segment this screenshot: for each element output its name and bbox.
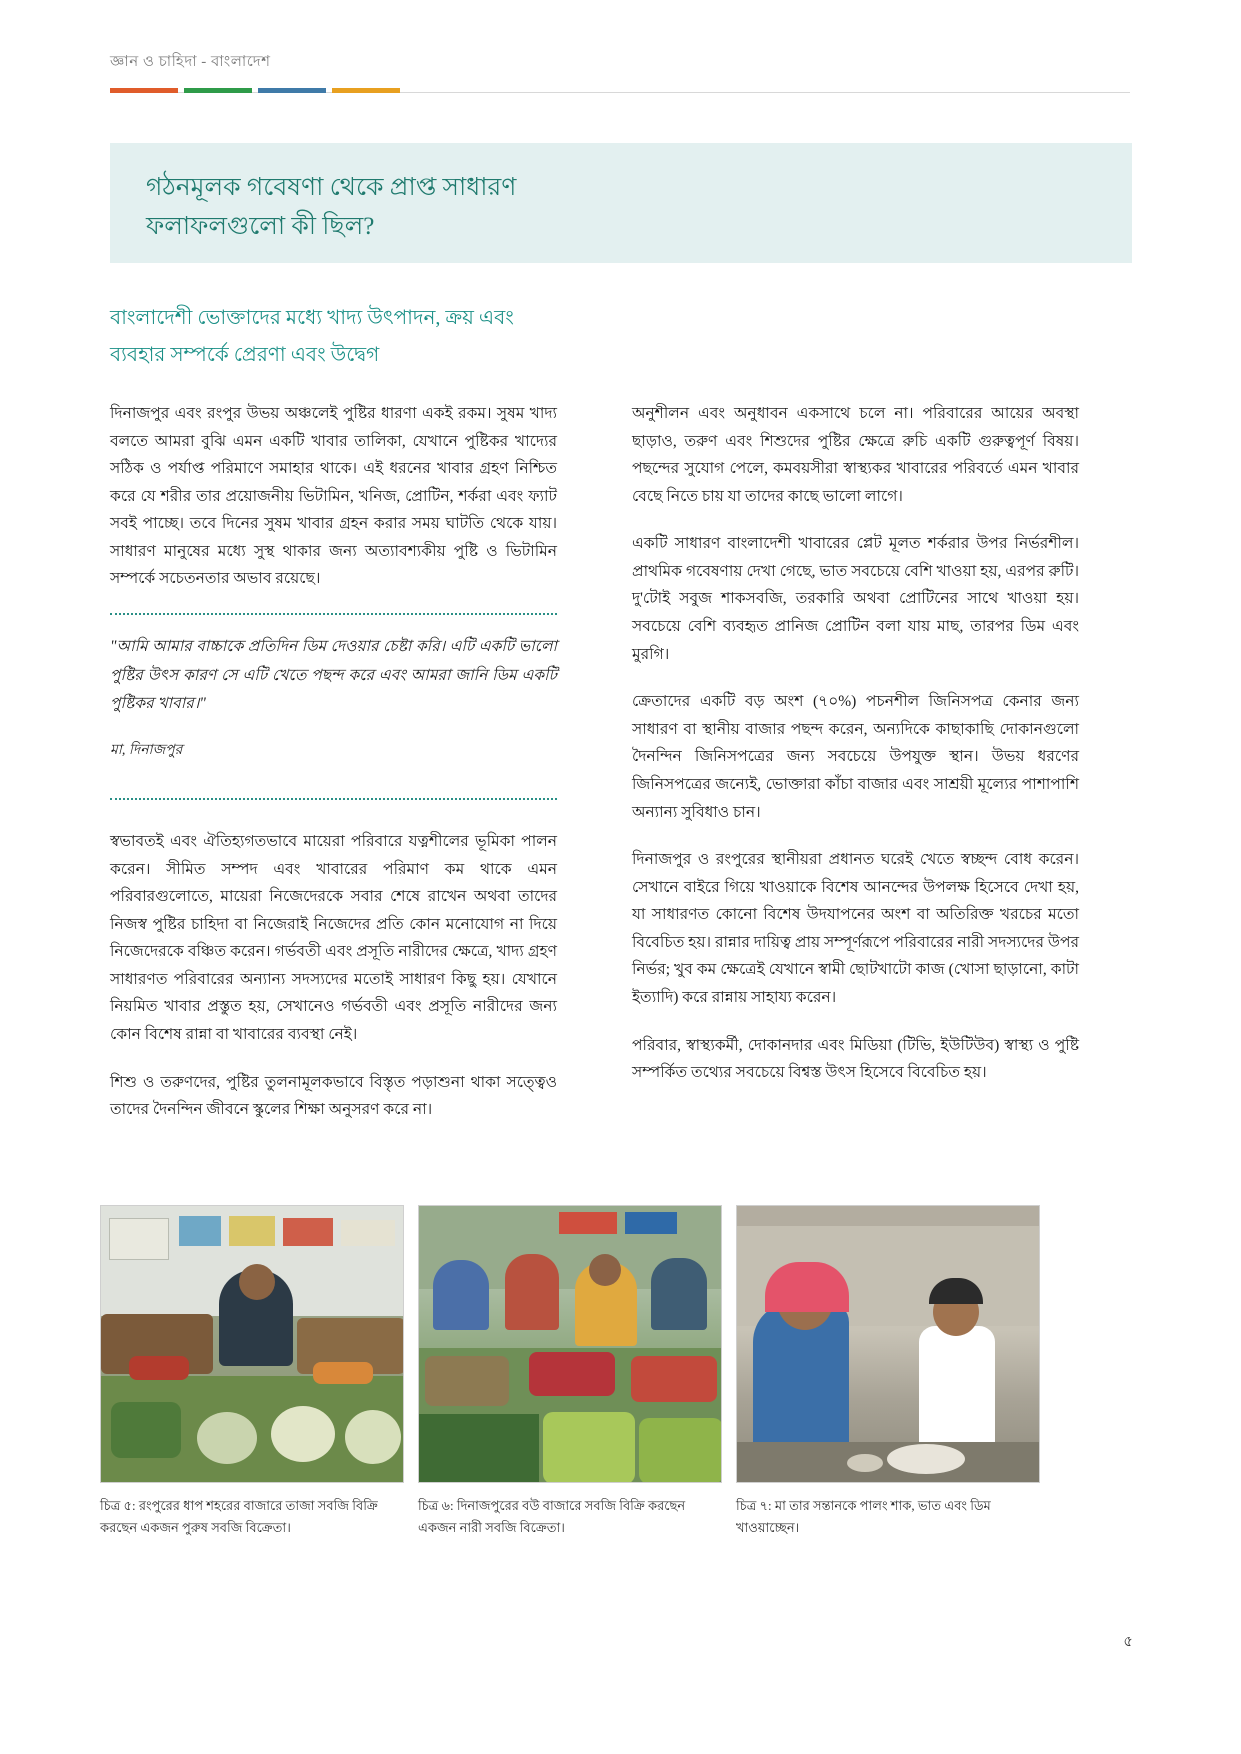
- section-heading-line-1: বাংলাদেশী ভোক্তাদের মধ্যে খাদ্য উৎপাদন, ক্রয় এবং: [110, 307, 514, 329]
- figure-7-caption: চিত্র ৭: মা তার সন্তানকে পালং শাক, ভাত এবং ডিম খাওয়াচ্ছেন।: [736, 1498, 991, 1536]
- page-number: ৫: [1123, 1634, 1133, 1650]
- figure-6-caption: চিত্র ৬: দিনাজপুরের বউ বাজারে সবজি বিক্রি করছেন একজন নারী সবজি বিক্রেতা।: [418, 1498, 686, 1536]
- figure-7: [736, 1205, 1040, 1539]
- paragraph: দিনাজপুর এবং রংপুর উভয় অঞ্চলেই পুষ্টির ধারণা একই রকম। সুষম খাদ্য বলতে আমরা বুঝি এমন একটি খাবার তালিকা, যেখানে পুষ্টিকর খাদ্যের সঠিক ও পর্যাপ্ত পরিমাণে সমাহার থাকে। এই ধরনের খাবার গ্রহণ নিশ্চিত করে যে শরীর তার প্রয়োজনীয় ভিটামিন, খনিজ, প্রোটিন, শর্করা এবং ফ্যাট সবই পাচ্ছে। তবে দিনের সুষম খাবার গ্রহন করার সময় ঘাটতি থেকে যায়। সাধারণ মানুষের মধ্যে সুস্থ থাকার জন্য অত্যাবশ্যকীয় পুষ্টি ও ভিটামিন সম্পর্কে সচেতনতার অভাব রয়েছে।: [110, 405, 557, 588]
- figure-5-caption: চিত্র ৫: রংপুরের ধাপ শহরের বাজারে তাজা সবজি বিক্রি করছেন একজন পুরুষ সবজি বিক্রেতা।: [100, 1498, 378, 1536]
- pull-quote-text: "আমি আমার বাচ্চাকে প্রতিদিন ডিম দেওয়ার চেষ্টা করি। এটি একটি ভালো পুষ্টির উৎস কারণ সে এটি খেতে পছন্দ করে এবং আমরা জানি ডিম একটি পুষ্টিকর খাবার।": [110, 638, 557, 713]
- figure-6: [418, 1205, 722, 1539]
- figure-7-image: [736, 1205, 1040, 1483]
- paragraph: পরিবার, স্বাস্থ্যকর্মী, দোকানদার এবং মিডিয়া (টিভি, ইউটিউব) স্বাস্থ্য ও পুষ্টি সম্পর্কিত তথ্যের সবচেয়ে বিশ্বস্ত উৎস হিসেবে বিবেচিত হয়।: [632, 1036, 1079, 1082]
- paragraph: অনুশীলন এবং অনুধাবন একসাথে চলে না। পরিবারের আয়ের অবস্থা ছাড়াও, তরুণ এবং শিশুদের পুষ্টির ক্ষেত্রে রুচি একটি গুরুত্বপূর্ণ বিষয়। পছন্দের সুযোগ পেলে, কমবয়সীরা স্বাস্থ্যকর খাবারের পরিবর্তে এমন খাবার বেছে নিতে চায় যা তাদের কাছে ভালো লাগে।: [632, 405, 1079, 505]
- running-head: জ্ঞান ও চাহিদা - বাংলাদেশ: [110, 54, 271, 70]
- section-heading: [110, 300, 810, 374]
- header-bar-2: [184, 88, 252, 93]
- header-bar-1: [110, 88, 178, 93]
- figure-6-image: [418, 1205, 722, 1483]
- figure-5: [100, 1205, 404, 1539]
- left-column: [110, 400, 557, 1144]
- header-color-bars: [110, 88, 400, 93]
- right-column: [632, 400, 1079, 1107]
- title-line-1: গঠনমূলক গবেষণা থেকে প্রাপ্ত সাধারণ: [146, 174, 517, 201]
- section-heading-line-2: ব্যবহার সম্পর্কে প্রেরণা এবং উদ্বেগ: [110, 344, 380, 366]
- paragraph: শিশু ও তরুণদের, পুষ্টির তুলনামূলকভাবে বিস্তৃত পড়াশুনা থাকা সত্ত্বেও তাদের দৈনন্দিন জীবনে স্কুলের শিক্ষা অনুসরণ করে না।: [110, 1073, 557, 1119]
- header-bar-3: [258, 88, 326, 93]
- paragraph: একটি সাধারণ বাংলাদেশী খাবারের প্লেট মূলত শর্করার উপর নির্ভরশীল। প্রাথমিক গবেষণায় দেখা গেছে, ভাত সবচেয়ে বেশি খাওয়া হয়, এরপর রুটি। দু'টোই সবুজ শাকসবজি, তরকারি অথবা প্রোটিনের সাথে খাওয়া হয়। সবচেয়ে বেশি ব্যবহৃত প্রানিজ প্রোটিন বলা যায় মাছ, তারপর ডিম এবং মুরগি।: [632, 535, 1079, 663]
- paragraph: স্বভাবতই এবং ঐতিহ্যগতভাবে মায়েরা পরিবারে যত্নশীলের ভূমিকা পালন করেন। সীমিত সম্পদ এবং খাবারের পরিমাণ কম থাকে এমন পরিবারগুলোতে, মায়েরা নিজেদেরকে সবার শেষে রাখেন অথবা তাদের নিজস্ব পুষ্টির চাহিদা বা নিজেরাই নিজেদের প্রতি কোন মনোযোগ না দিয়ে নিজেদেরকে বঞ্চিত করেন। গর্ভবতী এবং প্রসূতি নারীদের ক্ষেত্রে, খাদ্য গ্রহণ সাধারণত পরিবারের অন্যান্য সদস্যদের মতোই সাধারণ কিছু হয়। যেখানে নিয়মিত খাবার প্রস্তুত হয়, সেখানেও গর্ভবতী এবং প্রসূতি নারীদের জন্য কোন বিশেষ রান্না বা খাবারের ব্যবস্থা নেই।: [110, 832, 557, 1044]
- pull-quote-attribution: মা, দিনাজপুর: [110, 743, 183, 759]
- figure-5-image: [100, 1205, 404, 1483]
- pull-quote: [110, 613, 557, 800]
- figure-row: [100, 1205, 1140, 1539]
- page-header: [110, 50, 1130, 75]
- paragraph: ক্রেতাদের একটি বড় অংশ (৭০%) পচনশীল জিনিসপত্র কেনার জন্য সাধারণ বা স্থানীয় বাজার পছন্দ করেন, অন্যদিকে কাছাকাছি দোকানগুলো দৈনন্দিন জিনিসপত্রের জন্য সবচেয়ে উপযুক্ত স্থান। উভয় ধরণের জিনিসপত্রের জন্যেই, ভোক্তারা কাঁচা বাজার এবং সাশ্রয়ী মূল্যের পাশাপাশি অন্যান্য সুবিধাও চান।: [632, 693, 1079, 821]
- title-banner: [110, 143, 1132, 263]
- header-bar-4: [332, 88, 400, 93]
- paragraph: দিনাজপুর ও রংপুরের স্থানীয়রা প্রধানত ঘরেই খেতে স্বচ্ছন্দ বোধ করেন। সেখানে বাইরে গিয়ে খাওয়াকে বিশেষ আনন্দের উপলক্ষ হিসেবে দেখা হয়, যা সাধারণত কোনো বিশেষ উদযাপনের অংশ বা অতিরিক্ত খরচের মতো বিবেচিত হয়। রান্নার দায়িত্ব প্রায় সম্পূর্ণরূপে পরিবারের নারী সদস্যদের উপর নির্ভর; খুব কম ক্ষেত্রেই যেখানে স্বামী ছোটখাটো কাজ (খোসা ছাড়ানো, কাটা ইত্যাদি) করে রান্নায় সাহায্য করেন।: [632, 851, 1079, 1006]
- title-line-2: ফলাফলগুলো কী ছিল?: [146, 212, 375, 240]
